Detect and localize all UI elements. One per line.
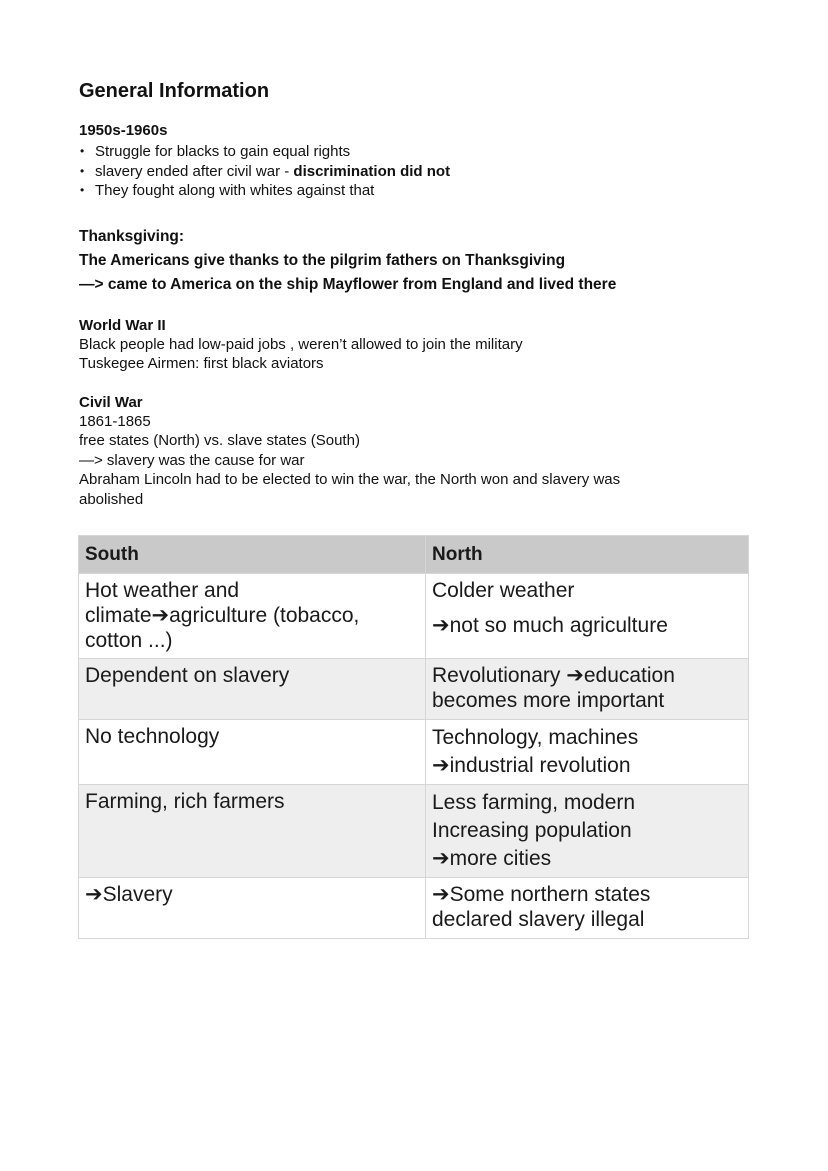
cell-line: ➔industrial revolution [432, 754, 631, 777]
table-cell-south [79, 659, 426, 720]
ww2-line: Black people had low-paid jobs , weren’t allowed to join the military [79, 335, 523, 353]
bullet-text: slavery ended after civil war - [95, 162, 294, 180]
cell-line: ➔Some northern states [432, 883, 651, 906]
page-title: General Information [79, 80, 270, 102]
table-row [79, 878, 749, 939]
table-cell-north [426, 574, 749, 659]
table-row [79, 720, 749, 785]
cell-line: ➔more cities [432, 847, 552, 870]
cell-line: Farming, rich farmers [85, 790, 285, 813]
cell-line: Increasing population [432, 819, 632, 842]
bullet-item [79, 142, 751, 162]
table-cell-south [79, 878, 426, 939]
cell-line: Dependent on slavery [85, 664, 290, 687]
civil-war-line: free states (North) vs. slave states (South) [79, 432, 360, 449]
table-row [79, 659, 749, 720]
section-heading-1950s: 1950s-1960s [79, 122, 168, 139]
civil-war-line: Abraham Lincoln had to be elected to win the war, the North won and slavery was [79, 471, 621, 488]
cell-line: cotton ...) [85, 629, 173, 652]
cell-line: becomes more important [432, 689, 665, 712]
column-header-north: North [426, 536, 749, 574]
cell-line: ➔Slavery [85, 883, 173, 906]
cell-line: Less farming, modern [432, 791, 636, 814]
south-north-comparison-table [78, 535, 749, 939]
ww2-line: Tuskegee Airmen: first black aviators [79, 355, 324, 372]
section-heading-thanksgiving: Thanksgiving: [79, 227, 185, 245]
table-cell-north [426, 720, 749, 785]
thanksgiving-line: The Americans give thanks to the pilgrim fathers on Thanksgiving [79, 251, 566, 269]
bullet-list-1950s [79, 142, 751, 201]
cell-line: declared slavery illegal [432, 908, 645, 931]
civil-war-line: —> slavery was the cause for war [79, 451, 305, 469]
table-cell-north [426, 659, 749, 720]
column-header-south: South [79, 536, 426, 574]
cell-line: climate➔agriculture (tobacco, [85, 604, 360, 627]
thanksgiving-line: —> came to America on the ship Mayflower from England and lived there [79, 275, 617, 293]
table-cell-south [79, 785, 426, 878]
civil-war-line: 1861-1865 [79, 412, 151, 430]
bullet-text: They fought along with whites against that [95, 182, 375, 199]
bullet-item [79, 181, 751, 201]
table-row [79, 785, 749, 878]
cell-line: Revolutionary ➔education [432, 664, 675, 687]
civil-war-line: abolished [79, 490, 144, 508]
cell-line: ➔not so much agriculture [432, 614, 668, 637]
table-cell-south [79, 574, 426, 659]
table-header-row [79, 536, 749, 574]
bullet-bold-text: discrimination did not [293, 162, 451, 180]
bullet-item [79, 162, 751, 182]
table-row [79, 574, 749, 659]
cell-line: No technology [85, 725, 220, 748]
section-heading-civil-war: Civil War [79, 393, 143, 411]
section-heading-ww2: World War II [79, 316, 166, 334]
cell-line: Hot weather and [85, 579, 240, 602]
cell-line: Technology, machines [432, 726, 639, 749]
document-page [79, 78, 751, 509]
table-cell-south [79, 720, 426, 785]
cell-line: Colder weather [432, 579, 575, 602]
table-cell-north [426, 785, 749, 878]
bullet-text: Struggle for blacks to gain equal rights [95, 143, 351, 160]
table-cell-north [426, 878, 749, 939]
